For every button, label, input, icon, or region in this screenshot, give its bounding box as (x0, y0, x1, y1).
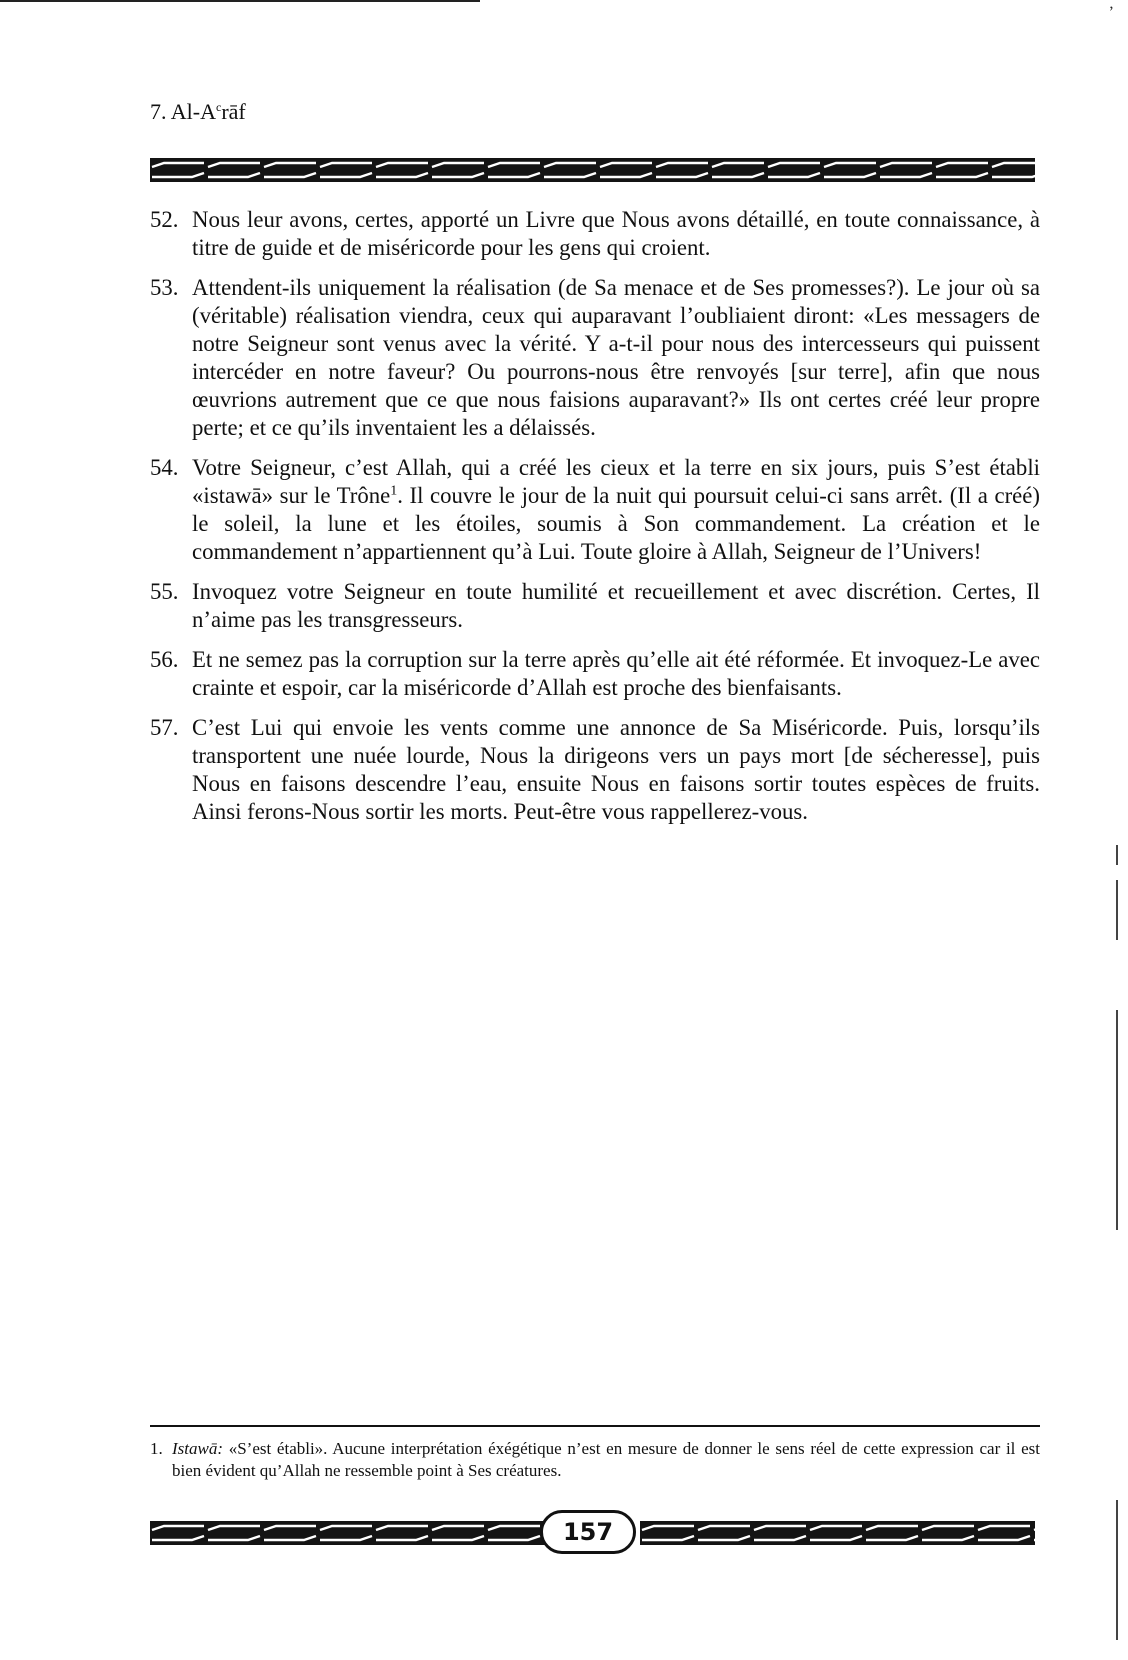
surah-label: 7. Al-A (150, 99, 216, 124)
surah-label-superscript: c (216, 100, 222, 114)
edge-mark (1116, 1010, 1118, 1230)
chain-ornament-icon (150, 1521, 550, 1545)
verse-number: 54. (150, 455, 179, 480)
verse-number: 52. (150, 207, 179, 232)
edge-mark (1116, 1500, 1118, 1640)
footnote-text (172, 1438, 1040, 1482)
verse-number: 55. (150, 579, 179, 604)
edge-mark (1116, 845, 1118, 865)
surah-label-rest: rāf (221, 99, 246, 124)
footnote-reference: 1 (390, 483, 398, 499)
footnote (150, 1438, 1040, 1482)
footnote-divider (150, 1425, 1040, 1427)
footnote-term: Istawā: (172, 1439, 223, 1458)
footnote-body: «S’est établi». Aucune interprétation éxégétique n’est en mesure de donner le sens réel de cette expression car il est bien évident qu’Allah ne ressemble point à Ses créatures. (172, 1439, 1040, 1480)
running-header (150, 99, 246, 125)
verse-text: Nous leur avons, certes, apporté un Livre que Nous avons détaillé, en toute connaissance, à titre de guide et de miséricorde pour les gens qui croient. (192, 207, 1040, 260)
verse-number: 56. (150, 647, 179, 672)
verse-list (150, 206, 1040, 838)
verse-text: C’est Lui qui envoie les vents comme une annonce de Sa Miséricorde. Puis, lorsqu’ils transportent une nuée lourde, Nous la dirigeons vers un pays mort [de sécheresse], puis Nous en faisons descendre l’eau, ensuite Nous en faisons sortir toutes espèces de fruits. Ainsi ferons-Nous sortir les morts. Peut-être vous rappellerez-vous. (192, 715, 1040, 824)
verse-54 (150, 454, 1040, 566)
verse-text: Et ne semez pas la corruption sur la terre après qu’elle ait été réformée. Et invoquez-Le avec crainte et espoir, car la miséricorde d’Allah est proche des bienfaisants. (192, 647, 1040, 700)
chain-ornament-icon (150, 158, 1035, 182)
ornamental-band-bottom-left (150, 1521, 550, 1545)
verse-number: 53. (150, 275, 179, 300)
verse-56 (150, 646, 1040, 702)
corner-mark-icon: ’ (1108, 4, 1114, 21)
verse-number: 57. (150, 715, 179, 740)
verse-53 (150, 274, 1040, 442)
verse-55 (150, 578, 1040, 634)
verse-text: Invoquez votre Seigneur en toute humilité et recueillement et avec discrétion. Certes, Il n’aime pas les transgresseurs. (192, 579, 1040, 632)
verse-text-before-ref: Votre Seigneur, c’est Allah, qui a créé les cieux et la terre en six jours, puis S’est établi «istawā» sur le Trône (192, 455, 1040, 508)
verse-text: Attendent-ils uniquement la réalisation (de Sa menace et de Ses promesses?). Le jour où sa (véritable) réalisation viendra, ceux qui auparavant l’oubliaient diront: «Les messagers de notre Seigneur sont venus avec la vérité. Y a-t-il pour nous des intercesseurs qui puissent intercéder en notre faveur? Ou pourrons-nous être renvoyés [sur terre], afin que nous œuvrions autrement que ce que nous faisions auparavant?» Ils ont certes créé leur propre perte; et ce qu’ils inventaient les a délaissés. (192, 275, 1040, 440)
verse-57 (150, 714, 1040, 826)
ornamental-band-top (150, 158, 1035, 182)
verse-text-after-ref: . Il couvre le jour de la nuit qui poursuit celui-ci sans arrêt. (Il a créé) le soleil, la lune et les étoiles, soumis à Son commandement. La création et le commandement n’appartiennent qu’à Lui. Toute gloire à Allah, Seigneur de l’Univers! (192, 483, 1040, 564)
edge-mark (1116, 880, 1118, 940)
top-edge-rule (0, 0, 480, 2)
chain-ornament-icon (640, 1521, 1035, 1545)
verse-text (192, 454, 1040, 566)
footnote-number: 1. (150, 1439, 163, 1458)
verse-52 (150, 206, 1040, 262)
page-number: 157 (540, 1510, 636, 1554)
ornamental-band-bottom-right (640, 1521, 1035, 1545)
